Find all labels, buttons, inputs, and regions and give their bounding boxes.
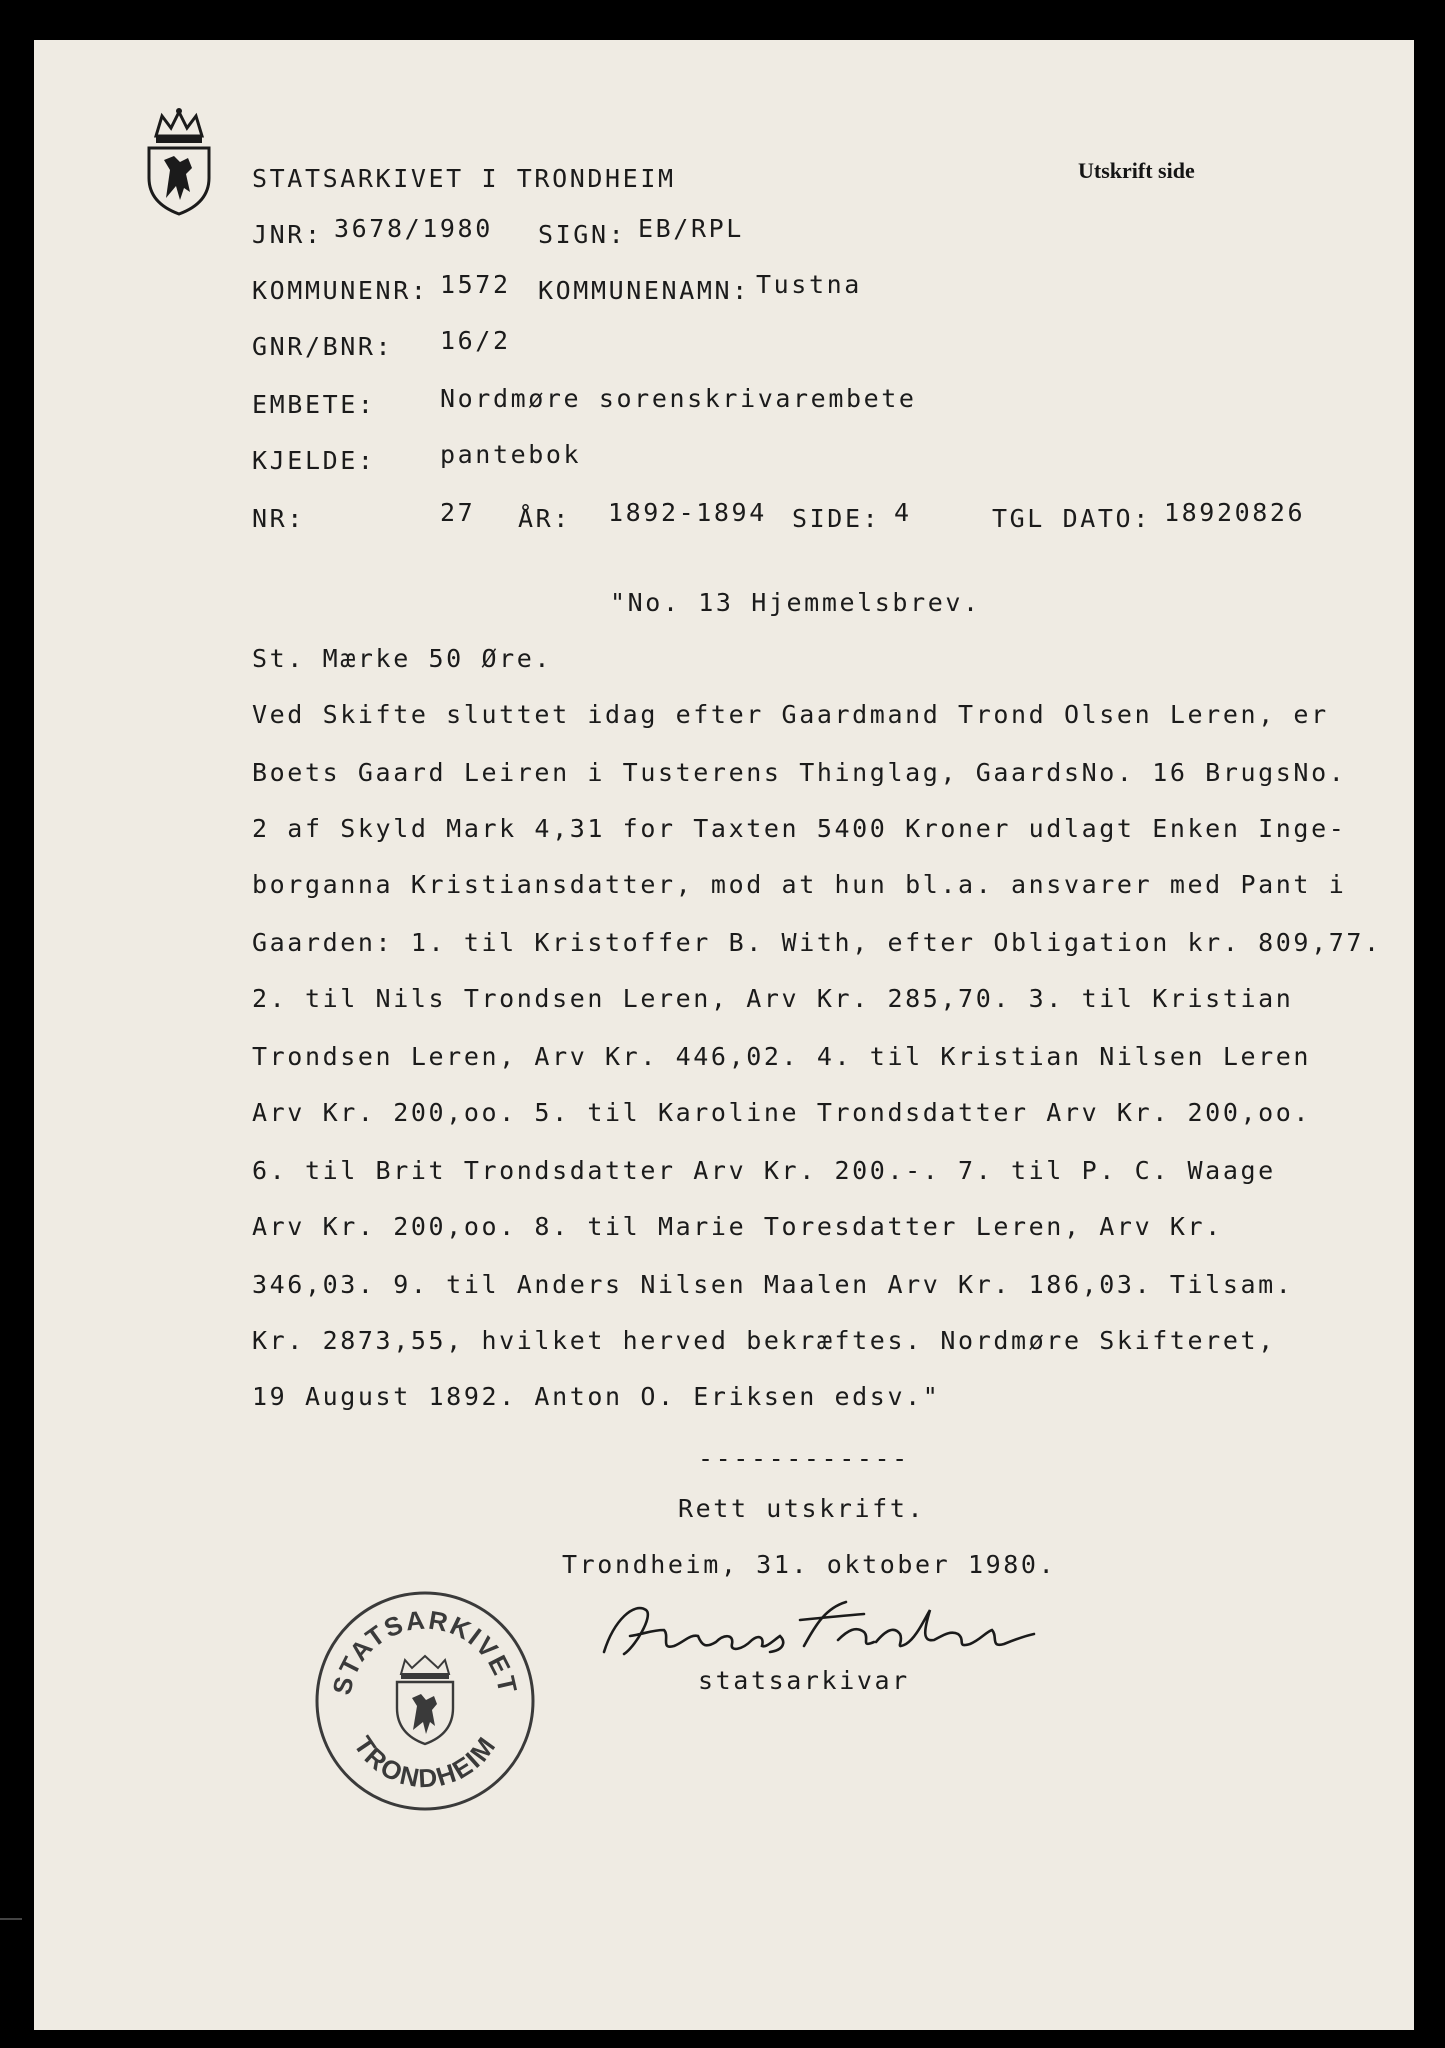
body-line: Arv Kr. 200,oo. 8. til Marie Toresdatter Leren, Arv Kr. <box>252 1212 1223 1241</box>
jnr-value: 3678/1980 <box>334 214 493 243</box>
body-line: Gaarden: 1. til Kristoffer B. With, efter Obligation kr. 809,77. <box>252 928 1382 957</box>
body-line: St. Mærke 50 Øre. <box>252 644 553 673</box>
jnr-label: JNR: <box>252 220 323 249</box>
sign-value: EB/RPL <box>638 214 744 243</box>
kjelde-label: KJELDE: <box>252 446 376 475</box>
body-line: 2 af Skyld Mark 4,31 for Taxten 5400 Kroner udlagt Enken Inge- <box>252 814 1347 843</box>
kommunenr-label: KOMMUNENR: <box>252 276 429 305</box>
signer-title: statsarkivar <box>698 1666 910 1695</box>
body-line: 2. til Nils Trondsen Leren, Arv Kr. 285,70. 3. til Kristian <box>252 984 1294 1013</box>
document-page <box>34 40 1414 2030</box>
page-label: Utskrift side <box>1078 158 1195 183</box>
body-line: Ved Skifte sluttet idag efter Gaardmand Trond Olsen Leren, er <box>252 700 1329 729</box>
embete-label: EMBETE: <box>252 390 376 419</box>
svg-text:TRONDHEIM: TRONDHEIM <box>347 1730 503 1794</box>
ar-label: ÅR: <box>518 504 571 533</box>
kommunenamn-value: Tustna <box>756 270 862 299</box>
tgl-label: TGL DATO: <box>992 504 1151 533</box>
body-line: 19 August 1892. Anton O. Eriksen edsv." <box>252 1382 941 1411</box>
tgl-value: 18920826 <box>1164 498 1306 527</box>
kommunenamn-label: KOMMUNENAMN: <box>538 276 750 305</box>
official-stamp <box>310 1586 540 1816</box>
coat-of-arms-logo <box>144 108 214 218</box>
svg-text:STATSARKIVET: STATSARKIVET <box>326 1604 524 1698</box>
gnrbnr-label: GNR/BNR: <box>252 332 394 361</box>
institution-name: STATSARKIVET I TRONDHEIM <box>252 164 676 193</box>
embete-value: Nordmøre sorenskrivarembete <box>440 384 917 413</box>
sign-label: SIGN: <box>538 220 627 249</box>
gnrbnr-value: 16/2 <box>440 326 511 355</box>
ar-value: 1892-1894 <box>608 498 767 527</box>
body-line: 346,03. 9. til Anders Nilsen Maalen Arv Kr. 186,03. Tilsam. <box>252 1270 1294 1299</box>
body-line: Kr. 2873,55, hvilket herved bekræftes. Nordmøre Skifteret, <box>252 1326 1276 1355</box>
body-line: borganna Kristiansdatter, mod at hun bl.a. ansvarer med Pant i <box>252 870 1347 899</box>
kommunenr-value: 1572 <box>440 270 511 299</box>
body-line: Boets Gaard Leiren i Tusterens Thinglag, GaardsNo. 16 BrugsNo. <box>252 758 1347 787</box>
place-date: Trondheim, 31. oktober 1980. <box>562 1550 1057 1579</box>
body-line: 6. til Brit Trondsdatter Arv Kr. 200.-. 7. til P. C. Waage <box>252 1156 1276 1185</box>
body-line: Arv Kr. 200,oo. 5. til Karoline Trondsdatter Arv Kr. 200,oo. <box>252 1098 1312 1127</box>
side-value: 4 <box>894 498 912 527</box>
nr-label: NR: <box>252 504 305 533</box>
divider: ------------ <box>698 1444 910 1473</box>
certification: Rett utskrift. <box>678 1494 926 1523</box>
kjelde-value: pantebok <box>440 440 582 469</box>
body-line: Trondsen Leren, Arv Kr. 446,02. 4. til Kristian Nilsen Leren <box>252 1042 1312 1071</box>
signature <box>594 1590 1054 1670</box>
nr-value: 27 <box>440 498 476 527</box>
body-heading: "No. 13 Hjemmelsbrev. <box>610 588 981 617</box>
edge-mark <box>0 1918 22 1920</box>
side-label: SIDE: <box>792 504 881 533</box>
